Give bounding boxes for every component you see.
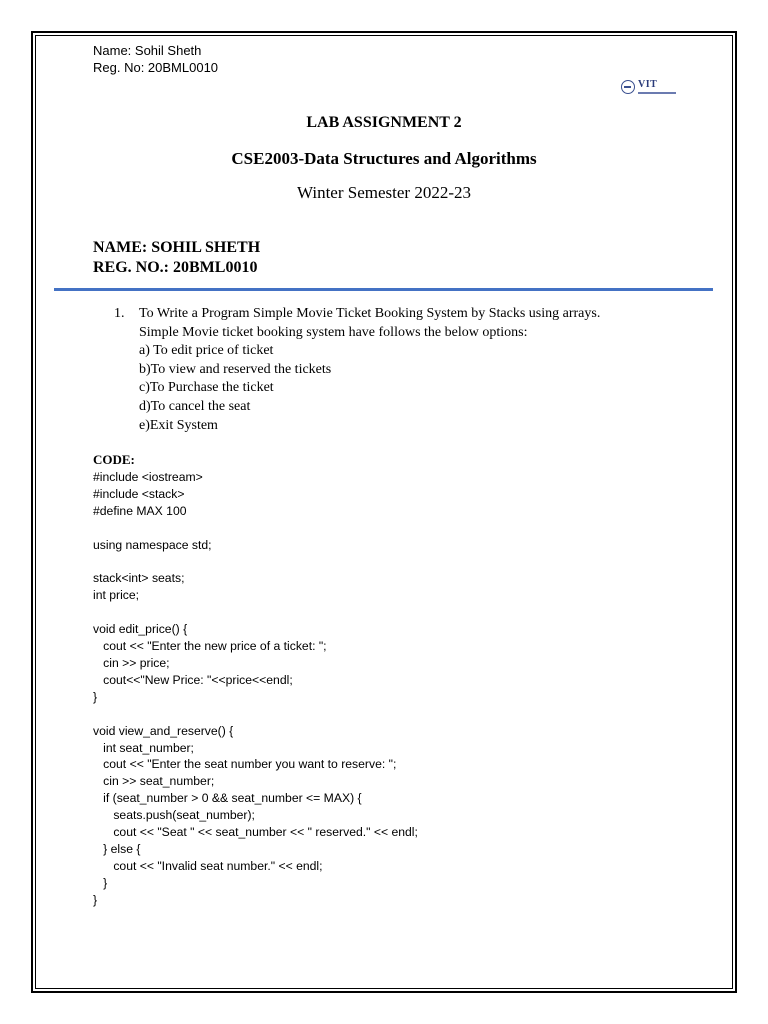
- code-line: cin >> price;: [93, 655, 170, 670]
- code-line: }: [93, 689, 98, 704]
- code-line: cin >> seat_number;: [93, 774, 215, 789]
- code-line: #include <stack>: [93, 486, 185, 501]
- question-line: To Write a Program Simple Movie Ticket Booking System by Stacks using arrays.: [139, 306, 601, 321]
- code-line: }: [93, 875, 108, 890]
- code-line: void view_and_reserve() {: [93, 723, 234, 738]
- code-line: #include <iostream>: [93, 470, 203, 484]
- section-divider: [54, 288, 713, 291]
- question-option: e)Exit System: [139, 417, 218, 433]
- code-line: } else {: [93, 841, 141, 856]
- question-line: Simple Movie ticket booking system have follows the below options:: [139, 324, 528, 340]
- code-line: int seat_number;: [93, 740, 194, 755]
- code-line: cout << "Enter the new price of a ticket: ";: [93, 639, 327, 654]
- code-block: [93, 469, 418, 909]
- code-line: seats.push(seat_number);: [93, 808, 255, 823]
- code-line: if (seat_number > 0 && seat_number <= MAX) {: [93, 791, 362, 806]
- question-option: a) To edit price of ticket: [139, 343, 274, 359]
- student-reg: REG. NO.: 20BML0010: [93, 259, 258, 276]
- student-block: [93, 238, 260, 278]
- assignment-title: LAB ASSIGNMENT 2: [306, 114, 462, 131]
- code-line: #define MAX 100: [93, 503, 187, 518]
- code-line: cout<<"New Price: "<<price<<endl;: [93, 672, 293, 687]
- semester-title: Winter Semester 2022-23: [297, 183, 471, 202]
- code-line: [93, 604, 418, 621]
- question-option: b)To view and reserved the tickets: [139, 361, 332, 377]
- code-line: void edit_price() {: [93, 622, 188, 637]
- code-line: [93, 706, 418, 723]
- question-number: 1.: [114, 306, 125, 321]
- student-name: NAME: SOHIL SHETH: [93, 239, 261, 256]
- logo-subtext-line: [638, 92, 676, 94]
- code-line: using namespace std;: [93, 537, 212, 552]
- logo-text: VIT: [638, 79, 658, 90]
- question-block: [114, 305, 704, 435]
- code-line: stack<int> seats;: [93, 571, 185, 586]
- question-option: c)To Purchase the ticket: [139, 380, 274, 396]
- question-option: d)To cancel the seat: [139, 398, 251, 414]
- code-line: [93, 554, 418, 571]
- code-line: cout << "Seat " << seat_number << " reserved." << endl;: [93, 825, 418, 840]
- code-label: CODE:: [93, 452, 135, 467]
- code-line: [93, 520, 418, 537]
- code-line: cout << "Enter the seat number you want to reserve: ";: [93, 757, 397, 772]
- header-name: Name: Sohil Sheth: [93, 43, 202, 58]
- code-line: }: [93, 892, 98, 907]
- vit-emblem-icon: [621, 80, 635, 94]
- header-meta: [93, 42, 218, 76]
- code-line: cout << "Invalid seat number." << endl;: [93, 858, 323, 873]
- header-reg: Reg. No: 20BML0010: [93, 60, 219, 75]
- code-line: int price;: [93, 588, 140, 603]
- course-title: CSE2003-Data Structures and Algorithms: [231, 149, 537, 168]
- vit-logo: [621, 78, 677, 96]
